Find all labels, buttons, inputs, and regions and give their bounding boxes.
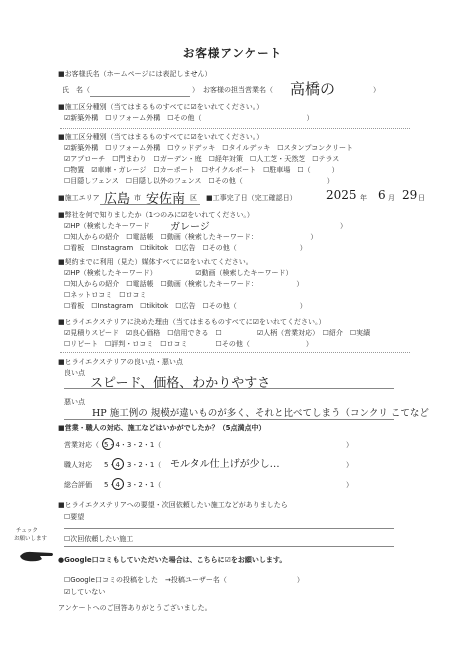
completion-day: 29 [402,188,418,202]
completion-year: 2025 [326,188,357,202]
request-header: ■ヒライエクステリアへの要望・次回依頼したい施工などがありましたら [58,501,288,509]
type-header: ■施工区分種別（当てはまるものすべてに☑をいれてください。） [58,133,264,141]
staff-name-handwritten: 高橋の [290,80,336,98]
sales-close: ） [346,441,353,449]
know-row-2[interactable]: ☐知人からの紹介 ☐電話帳 ☐動画（検索したキーワード： ） [64,233,318,241]
area-label: ■施工エリア [58,194,100,202]
category-options[interactable]: ☑新築外構 ☐リフォーム外構 ☐その他（ ） [64,114,314,122]
staff-label: お客様の担当営業名（ [203,86,273,94]
know-keyword-handwritten: ガレージ [170,222,210,233]
reason-row-2[interactable]: ☐リピート ☐評判・ロコミ ☐ロコミ ☐その他（ ） [64,340,313,348]
bad-handwritten: HP 施工例の 規模が違いものが多く、それと比べてしまう（コンクリ こてなど [92,408,429,419]
total-circle-mark [111,477,125,491]
reason-row-1[interactable]: ☑見積りスピード ☑良心価格 ☐信用できる ☐ ☑人柄（営業対応） ☐紹介 ☐実績 [64,329,371,337]
know-header: ■弊社を何で知りましたか（1つのみに☑をいれてください。） [58,211,254,219]
craft-circle-mark [111,457,125,471]
type-row-4[interactable]: ☐目隠しフェンス ☐目隠し以外のフェンス ☐その他（ ） [64,177,334,185]
contract-row-1[interactable]: ☑HP（検索したキーワード） ☑動画（検索したキーワード） [64,269,293,277]
know-row-1[interactable]: ☑HP（検索したキーワード [64,222,150,230]
know-row-3[interactable]: ☐看板 ☐Instagram ☐tikitok ☐広告 ☐その他（ ） [64,244,307,252]
area-ward: 安佐南 [146,192,186,207]
category-header: ■施工区分種別（当てはまるものすべてに☑をいれてください。） [58,103,264,111]
craft-label: 職人対応 [64,461,92,469]
type-row-1[interactable]: ☑新築外構 ☐リフォーム外構 ☐ウッドデッキ ☐タイルデッキ ☐スタンプコンクリート [64,144,353,152]
contract-header: ■契約までに利用（見た）媒体すべてに☑をいれてください。 [58,258,253,266]
request-label[interactable]: ☐要望 [64,513,85,521]
pointing-hand-icon [18,548,56,564]
total-label: 総合評価 [64,481,92,489]
completion-nichi: 日 [418,194,425,202]
name-close: ） [192,86,199,94]
area-ku: 区 [190,194,197,202]
good-label: 良い点 [64,369,85,377]
good-handwritten: スピード、価格、わかりやすさ [90,376,271,391]
contract-row-3[interactable]: ☐ネットロコミ ☐ロコミ [64,291,147,299]
sales-label: 営業対応（ [64,441,99,449]
type-row-3[interactable]: ☐物置 ☑車庫・ガレージ ☐カーポート ☐サイクルポート ☐駐車場 ☐（ ） [64,166,339,174]
area-city: 広島 [104,192,131,207]
contract-row-2[interactable]: ☐知人からの紹介 ☐電話帳 ☐動画（検索したキーワード： ） [64,280,304,288]
google-row-1[interactable]: ☐Google口コミの投稿をした →投稿ユーザー名（ ） [64,576,304,584]
know-row-1-close: ） [340,222,347,230]
completion-nen: 年 [360,194,367,202]
check-stamp-line2: お願いします [14,536,48,542]
google-row-2[interactable]: ☑していない [64,588,106,596]
check-stamp-line1: チェック [16,528,38,534]
sales-scale[interactable]: 5・4・3・2・1（ [104,441,162,449]
completion-month: 6 [378,188,386,202]
goodbad-header: ■ヒライエクステリアの良い点・悪い点 [58,358,183,366]
completion-gatsu: 月 [388,194,395,202]
name-label: 氏 名（ [62,86,90,94]
completion-label: ■工事完了日（完工確認日） [206,194,297,202]
craft-scale[interactable]: 5・4・3・2・1（ [104,461,162,469]
footer-thanks: アンケートへのご回答ありがとうございました。 [58,604,212,612]
craft-comment-handwritten: モルタル仕上げが少し… [170,459,280,470]
next-request-label[interactable]: ☐次回依頼したい施工 [64,535,134,543]
contract-row-4[interactable]: ☐看板 ☐Instagram ☐tikitok ☐広告 ☐その他（ ） [64,302,307,310]
name-section-header: ■お客様氏名（ホームページには表記しません） [58,70,212,78]
rating-header: ■営業・職人の対応、施工などはいかがでしたか？（5点満点中） [58,424,266,432]
craft-close: ） [346,461,353,469]
reason-header: ■ヒライエクステリアに決めた理由（当てはまるものすべてに☑をいれてください。） [58,318,326,326]
google-header: ●Google口コミもしていただいた場合は、こちらに☑をお願いします。 [58,556,287,564]
type-row-2[interactable]: ☑アプローチ ☐門まわり ☐ガーデン・庭 ☐経年対策 ☐人工芝・天然芝 ☐テラス [64,155,340,163]
total-close: ） [346,481,353,489]
staff-close: ） [373,86,380,94]
sales-circle-mark [101,437,115,451]
area-shi: 市 [134,194,141,202]
total-scale[interactable]: 5・4・3・2・1（ [104,481,162,489]
page-title: お客様アンケート [182,46,283,60]
bad-label: 悪い点 [64,398,85,406]
